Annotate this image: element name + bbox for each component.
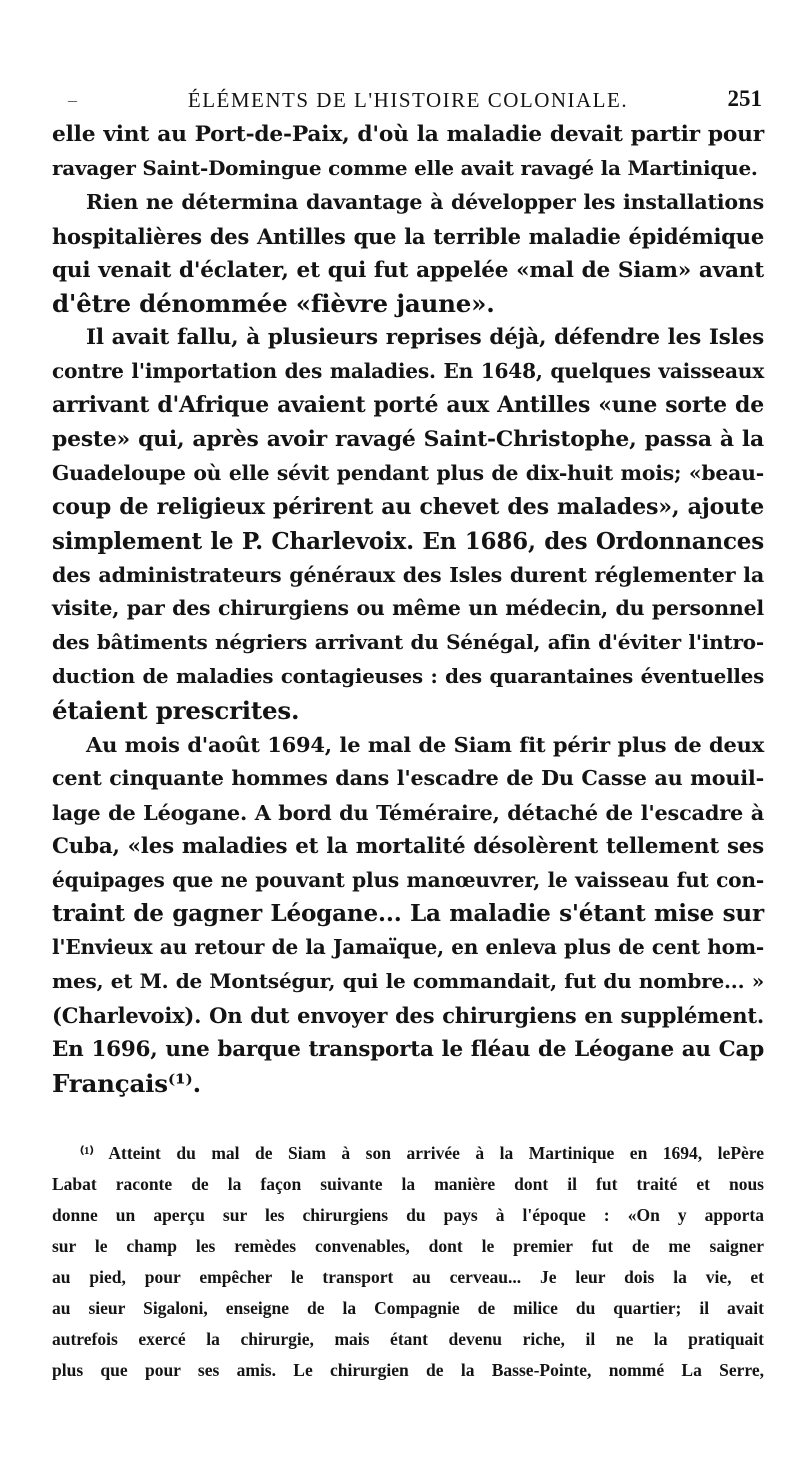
body-line: des bâtiments négriers arrivant du Sénégal, afin d'éviter l'intro- (52, 630, 764, 655)
footnote-line: Labat raconte de la façon suivante la manière dont il fut traité et nous (52, 1174, 764, 1194)
page-number: 251 (727, 86, 762, 111)
body-line: Rien ne détermina davantage à développer les installations (86, 189, 764, 214)
body-line: l'Envieux au retour de la Jamaïque, en enleva plus de cent hom- (52, 935, 764, 960)
body-line: arrivant d'Afrique avaient porté aux Antilles «une sorte de (52, 392, 764, 419)
footnote-line: plus que pour ses amis. Le chirurgien de la Basse-Pointe, nommé La Serre, (52, 1360, 764, 1380)
body-line: Il avait fallu, à plusieurs reprises déjà, défendre les Isles (86, 325, 764, 351)
body-line: Cuba, «les maladies et la mortalité désolèrent tellement ses (52, 833, 764, 859)
body-line: équipages que ne pouvant plus manœuvrer, le vaisseau fut con- (52, 867, 764, 892)
body-line: étaient prescrites. (52, 696, 300, 726)
body-line: visite, par des chirurgiens ou même un médecin, du personnel (52, 596, 764, 621)
body-line: lage de Léogane. A bord du Téméraire, détaché de l'escadre à (52, 799, 764, 825)
body-line: cent cinquante hommes dans l'escadre de Du Casse au mouil- (52, 765, 764, 790)
footnote-line: au pied, pour empêcher le transport au cerveau... Je leur dois la vie, et (52, 1267, 764, 1287)
body-line: duction de maladies contagieuses : des quarantaines éventuelles (52, 664, 764, 689)
footnote-line: ⁽¹⁾ Atteint du mal de Siam à son arrivée à la Martinique en 1694, lePère (80, 1143, 764, 1163)
footnote-line: au sieur Sigaloni, enseigne de la Compagnie de milice du quartier; il avait (52, 1298, 764, 1318)
body-line: ravager Saint-Domingue comme elle avait ravagé la Martinique. (52, 155, 758, 180)
body-text (52, 118, 764, 1101)
footnote-line: autrefois exercé la chirurgie, mais étant devenu riche, il ne la pratiquait (52, 1329, 764, 1349)
footnote-line: donne un aperçu sur les chirurgiens du pays à l'époque : «On y apporta (52, 1205, 764, 1225)
page-header (52, 86, 764, 116)
body-line: hospitalières des Antilles que la terrible maladie épidémique (52, 223, 764, 249)
running-title: ÉLÉMENTS DE L'HISTOIRE COLONIALE. (187, 88, 629, 112)
body-line: Guadeloupe où elle sévit pendant plus de dix-huit mois; «beau- (52, 460, 764, 485)
body-line: qui venait d'éclater, et qui fut appelée «mal de Siam» avant (52, 257, 764, 283)
footnotes (52, 1138, 764, 1386)
body-line: Au mois d'août 1694, le mal de Siam fit périr plus de deux (86, 732, 764, 758)
body-line: elle vint au Port-de-Paix, d'où la maladie devait partir pour (52, 122, 764, 147)
body-line: Français⁽¹⁾. (52, 1068, 201, 1098)
body-line: contre l'importation des maladies. En 1648, quelques vaisseaux (52, 359, 764, 384)
body-line: mes, et M. de Montségur, qui le commandait, fut du nombre... » (52, 969, 764, 994)
body-line: En 1696, une barque transporta le fléau de Léogane au Cap (52, 1037, 764, 1063)
body-line: (Charlevoix). On dut envoyer des chirurgiens en supplément. (52, 1003, 764, 1029)
body-line: traint de gagner Léogane... La maladie s'étant mise sur (52, 900, 764, 928)
header-dash: – (68, 90, 77, 110)
body-line: peste» qui, après avoir ravagé Saint-Christophe, passa à la (52, 426, 764, 453)
body-line: simplement le P. Charlevoix. En 1686, des Ordonnances (52, 527, 764, 555)
body-line: coup de religieux périrent au chevet des malades», ajoute (52, 493, 764, 520)
body-line: d'être dénommée «fièvre jaune». (52, 289, 495, 319)
footnote-line: sur le champ les remèdes convenables, dont le premier fut de me saigner (52, 1236, 764, 1256)
body-line: des administrateurs généraux des Isles durent réglementer la (52, 562, 764, 587)
